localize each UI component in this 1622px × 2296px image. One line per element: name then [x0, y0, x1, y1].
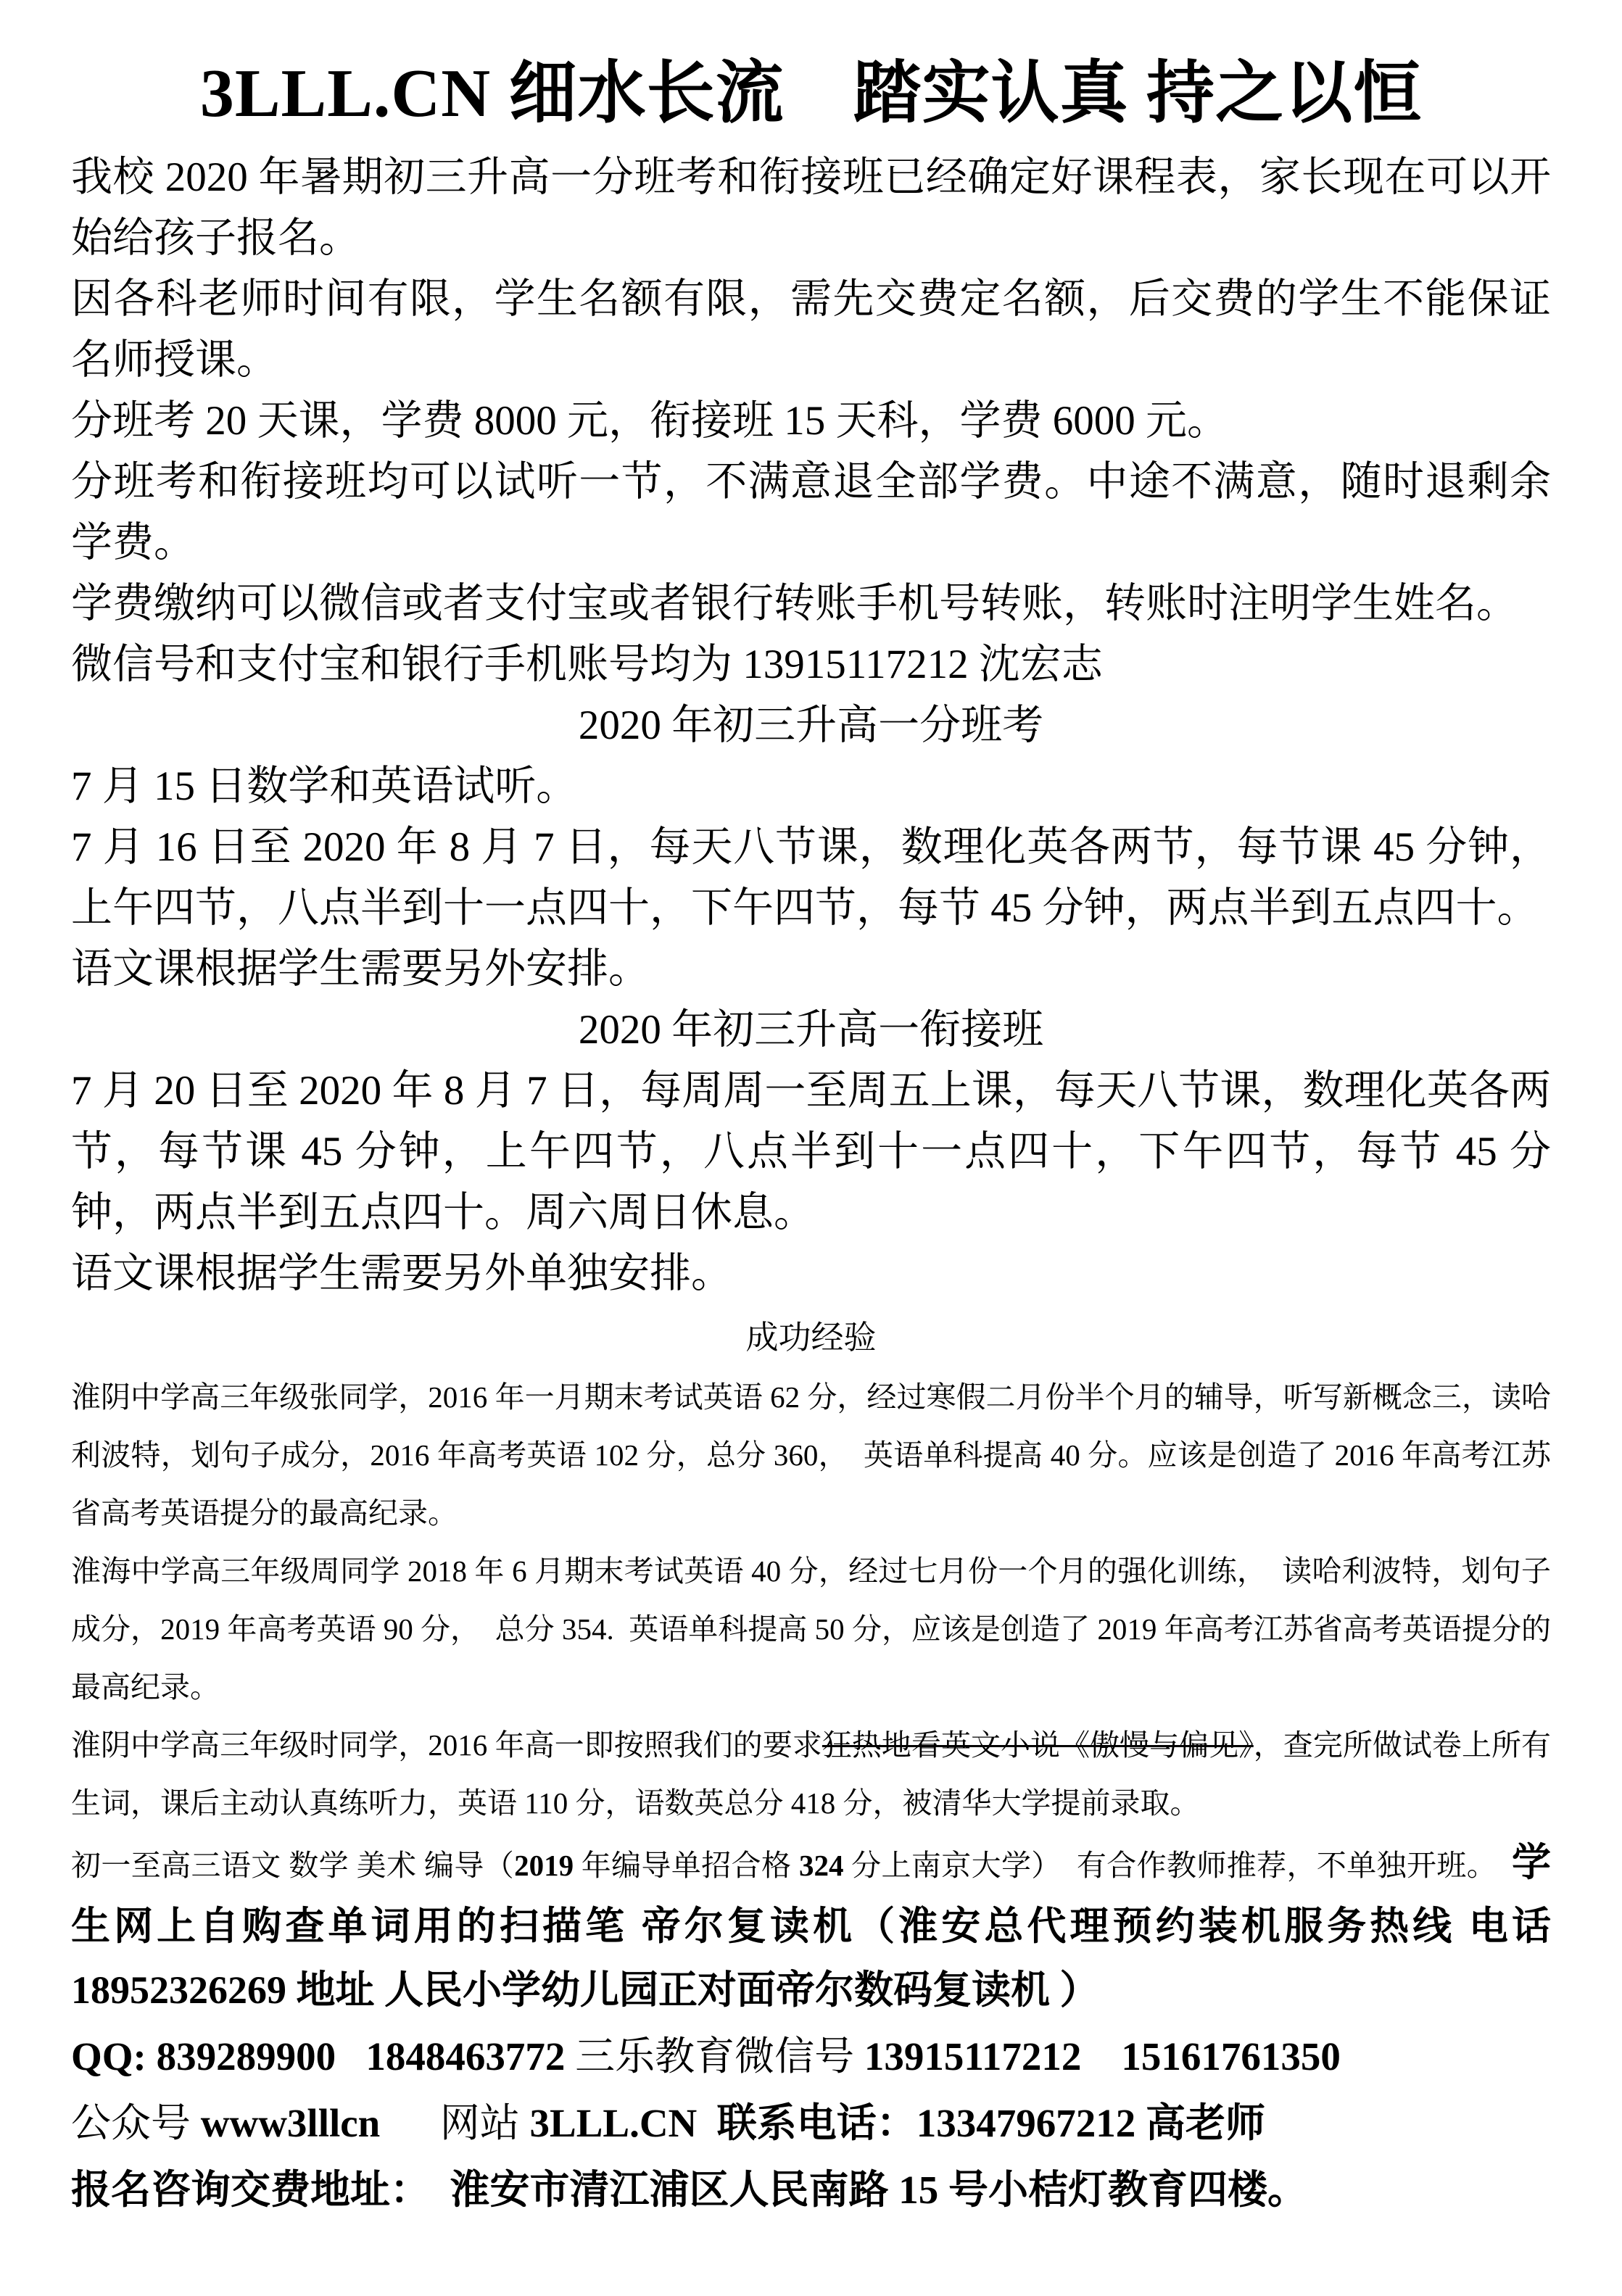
courses-year-number: 2019 — [514, 1849, 574, 1882]
qq-wechat-line — [71, 2023, 1551, 2090]
wechat-phone-numbers: 13915117212 15161761350 — [864, 2034, 1341, 2079]
intro-paragraph-account: 微信号和支付宝和银行手机账号均为 13915117212 沈宏志 — [71, 642, 1103, 687]
story-text-after-strike: ，查完所做试卷上所有生词，课后主动认真练听力，英语 110 分，语数英总分 418 分，被清华大学提前录取。 — [71, 1728, 1551, 1820]
placement-trial-paragraph: 7 月 15 日数学和英语试听。 — [71, 763, 578, 809]
public-account-website-line — [71, 2090, 1551, 2157]
address-value: 淮安市清江浦区人民南路 15 号小桔灯教育四楼。 — [430, 2168, 1308, 2212]
scanner-pen-reader-note: 学生网上自购查单词用的扫描笔 帝尔复读机（淮安总代理预约装机服务热线 电话 18952326269 地址 人民小学幼儿园正对面帝尔数码复读机 ） — [71, 1841, 1561, 2012]
placement-schedule-paragraph: 7 月 16 日至 2020 年 8 月 7 日，每天八节课，数理化英各两节，每节课 45 分钟，上午四节，八点半到十一点四十，下午四节，每节 45 分钟，两点半到五点四十。 — [71, 824, 1551, 931]
courses-score-number: 324 — [798, 1849, 844, 1882]
success-story-zhang: 淮阴中学高三年级张同学，2016 年一月期末考试英语 62 分，经过寒假二月份半个月的辅导，听写新概念三，读哈利波特，划句子成分，2016 年高考英语 102 分，总分 360， 英语单科提高 40 分。应该是创造了 2016 年高考江苏省高考英语提分的最高纪录。 — [71, 1380, 1551, 1530]
address-label: 报名咨询交费地址： — [71, 2168, 431, 2212]
intro-paragraph-tuition: 分班考 20 天课，学费 8000 元，衔接班 15 天科，学费 6000 元。 — [71, 398, 1228, 444]
registration-address-line — [71, 2157, 1551, 2224]
contact-phone-teacher: 联系电话：13347967212 高老师 — [697, 2101, 1266, 2145]
intro-paragraph-quota: 因各科老师时间有限，学生名额有限，需先交费定名额，后交费的学生不能保证名师授课。 — [71, 276, 1551, 383]
story-text-before-strike: 淮阴中学高三年级时同学，2016 年高一即按照我们的要求 — [71, 1728, 822, 1762]
courses-list-text: 初一至高三语文 数学 美术 编导（ — [71, 1849, 515, 1882]
strikethrough-text: 狂热地看英文小说《傲慢与偏见》 — [822, 1728, 1254, 1762]
bridging-chinese-note: 语文课根据学生需要另外单独安排。 — [71, 1251, 732, 1296]
courses-and-devices-paragraph — [71, 1832, 1561, 2023]
bridging-schedule-paragraph: 7 月 20 日至 2020 年 8 月 7 日，每周周一至周五上课，每天八节课，数理化英各两节，每节课 45 分钟，上午四节，八点半到十一点四十，下午四节，每节 45 分钟，两点半到五点四十。周六周日休息。 — [71, 1068, 1551, 1235]
intro-paragraph-payment: 学费缴纳可以微信或者支付宝或者银行转账手机号转账，转账时注明学生姓名。 — [71, 581, 1518, 626]
public-account-id: www3lllcn — [200, 2101, 381, 2145]
success-story-shi — [71, 1716, 1551, 1832]
page-title: 3LLL.CN 细水长流 踏实认真 持之以恒 — [199, 56, 1423, 131]
success-story-zhou: 淮海中学高三年级周同学 2018 年 6 月期末考试英语 40 分，经过七月份一个月的强化训练， 读哈利波特，划句子成分，2019 年高考英语 90 分， 总分 354. 英语单科提高 50 分，应该是创造了 2019 年高考江苏省高考英语提分的最高纪录。 — [71, 1554, 1551, 1704]
courses-note-text: 分上南京大学） 有合作教师推荐，不单独开班。 — [843, 1849, 1513, 1882]
intro-paragraph-refund: 分班考和衔接班均可以试听一节，不满意退全部学费。中途不满意，随时退剩余学费。 — [71, 459, 1551, 565]
intro-paragraph-signup: 我校 2020 年暑期初三升高一分班考和衔接班已经确定好课程表，家长现在可以开始给孩子报名。 — [71, 154, 1551, 261]
section-heading-bridging-class: 2020 年初三升高一衔接班 — [578, 1007, 1044, 1053]
qq-numbers: QQ: 839289900 1848463772 — [71, 2034, 566, 2079]
website-label: 网站 — [380, 2101, 530, 2145]
section-heading-placement-exam: 2020 年初三升高一分班考 — [578, 703, 1044, 748]
courses-admission-text: 年编导单招合格 — [574, 1849, 799, 1882]
placement-chinese-note: 语文课根据学生需要另外安排。 — [71, 946, 650, 992]
section-heading-success: 成功经验 — [745, 1319, 877, 1356]
wechat-label: 三乐教育微信号 — [565, 2034, 864, 2079]
website-url: 3LLL.CN — [529, 2101, 698, 2145]
public-account-label: 公众号 — [71, 2101, 201, 2145]
